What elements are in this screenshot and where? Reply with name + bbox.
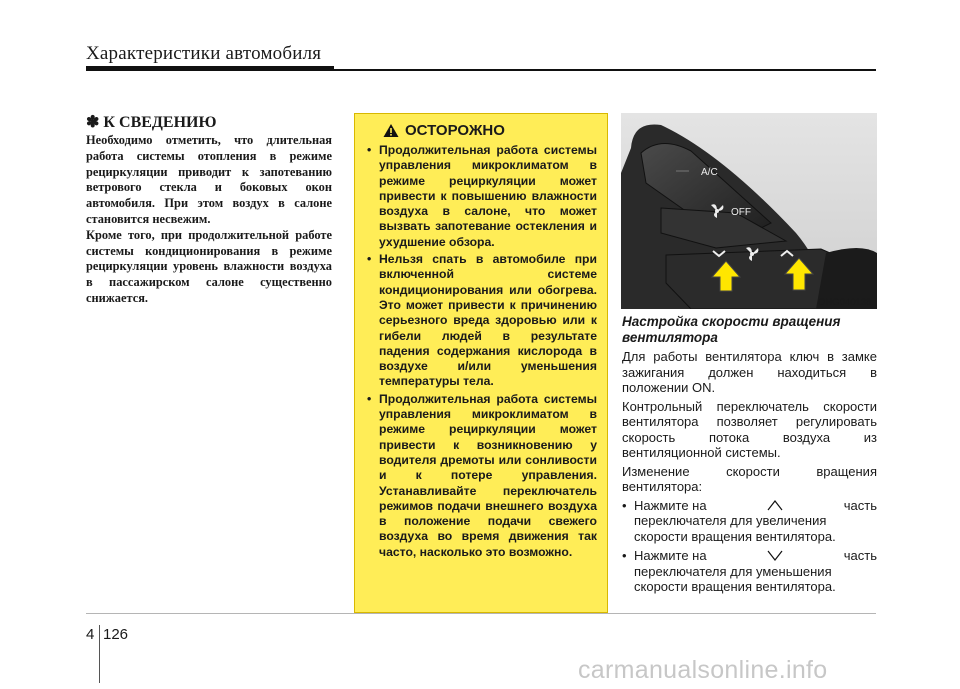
caution-item (365, 392, 597, 560)
chevron-up-icon (765, 498, 785, 512)
chevron-down-icon (765, 549, 785, 563)
bullet-first-line (634, 498, 877, 514)
note-body (86, 133, 332, 307)
climate-panel-illustration (621, 113, 877, 309)
bullet: • (367, 143, 372, 157)
footer-divider (99, 625, 100, 683)
climate-control-figure (621, 113, 877, 309)
fan-paragraph-2: Контрольный переключатель скорости вентилятора позволяет регулировать скорость потока воздуха из вентиляционной системы. (622, 398, 877, 460)
note-title: ✽ К СВЕДЕНИЮ (86, 114, 217, 131)
bullet-text-end: часть (843, 548, 877, 563)
bullet: • (622, 548, 627, 563)
note-paragraph-1: Необходимо отметить, что длительная работа системы отопления в режиме рециркуляции приводит к запотеванию ветрового стекла и боковых окон автомобиля. При этом воздух в салоне становится несвежим. (86, 133, 332, 226)
caution-box (354, 113, 608, 613)
caution-title: ОСТОРОЖНО (405, 122, 505, 139)
header-rule-thin (334, 69, 876, 71)
caution-item-text: Продолжительная работа системы управления микроклиматом в режиме рециркуляции может привести к повышению влажности воздуха в салоне, что может вызвать запотевание остекления и ухудшение обзора. (379, 143, 597, 249)
bullet: • (622, 497, 627, 513)
bullet-rest: переключателя для увеличения скорости вращения вентилятора. (634, 513, 836, 544)
caution-item-text: Продолжительная работа системы управления микроклиматом в режиме рециркуляции может привести к возникновению у водителя дремоты или сонливости и к потере управления. Устанавливайте переключатель режимов подачи внешнего воздуха в положение подачи свежего воздуха во время движения так часто, насколько это возможно. (379, 391, 597, 559)
fan-section-body (622, 349, 877, 599)
bullet: • (367, 391, 372, 406)
bullet-text-end: часть (843, 497, 877, 513)
fan-paragraph-1: Для работы вентилятора ключ в замке зажигания должен находиться в положении ON. (622, 349, 877, 395)
ac-button-label: A/C (701, 167, 718, 178)
note-paragraph-2: Кроме того, при продолжительной работе системы кондиционирования в режиме рециркуляции уровень влажности воздуха в пассажирском салоне существенно снижается. (86, 227, 332, 305)
bullet-text-start: Нажмите на (634, 497, 707, 513)
fan-paragraph-3: Изменение скорости вращения вентилятора: (622, 463, 877, 494)
bullet-first-line (634, 548, 877, 564)
watermark: carmanualsonline.info (578, 656, 828, 684)
header-rule-thick (86, 66, 334, 71)
footer-rule (86, 613, 876, 614)
fan-bullet-increase (622, 498, 877, 545)
bullet: • (367, 252, 372, 267)
caution-item-text: Нельзя спать в автомобиле при включенной системе кондиционирования или обогрева. Это может привести к причинению серьезного вреда здоровью или к гибели людей в результате падения содержания кислорода в воздухе и/или уменьшения температуры тела. (379, 252, 597, 389)
fan-section-heading: Настройка скорости вращения вентилятора (622, 314, 841, 345)
page-header-title: Характеристики автомобиля (86, 43, 322, 64)
caution-item (365, 143, 597, 250)
caution-header (383, 122, 597, 139)
page-number: 126 (103, 626, 129, 643)
bullet-rest: переключателя для уменьшения скорости вращения вентилятора. (634, 563, 836, 594)
fan-off-label: OFF (731, 207, 751, 218)
chapter-number: 4 (86, 626, 95, 643)
bullet-text-start: Нажмите на (634, 548, 707, 563)
fan-bullet-decrease (622, 548, 877, 595)
warning-triangle-icon (383, 123, 399, 138)
caution-item (365, 252, 597, 390)
figure-code: OHG040138 (818, 297, 872, 308)
